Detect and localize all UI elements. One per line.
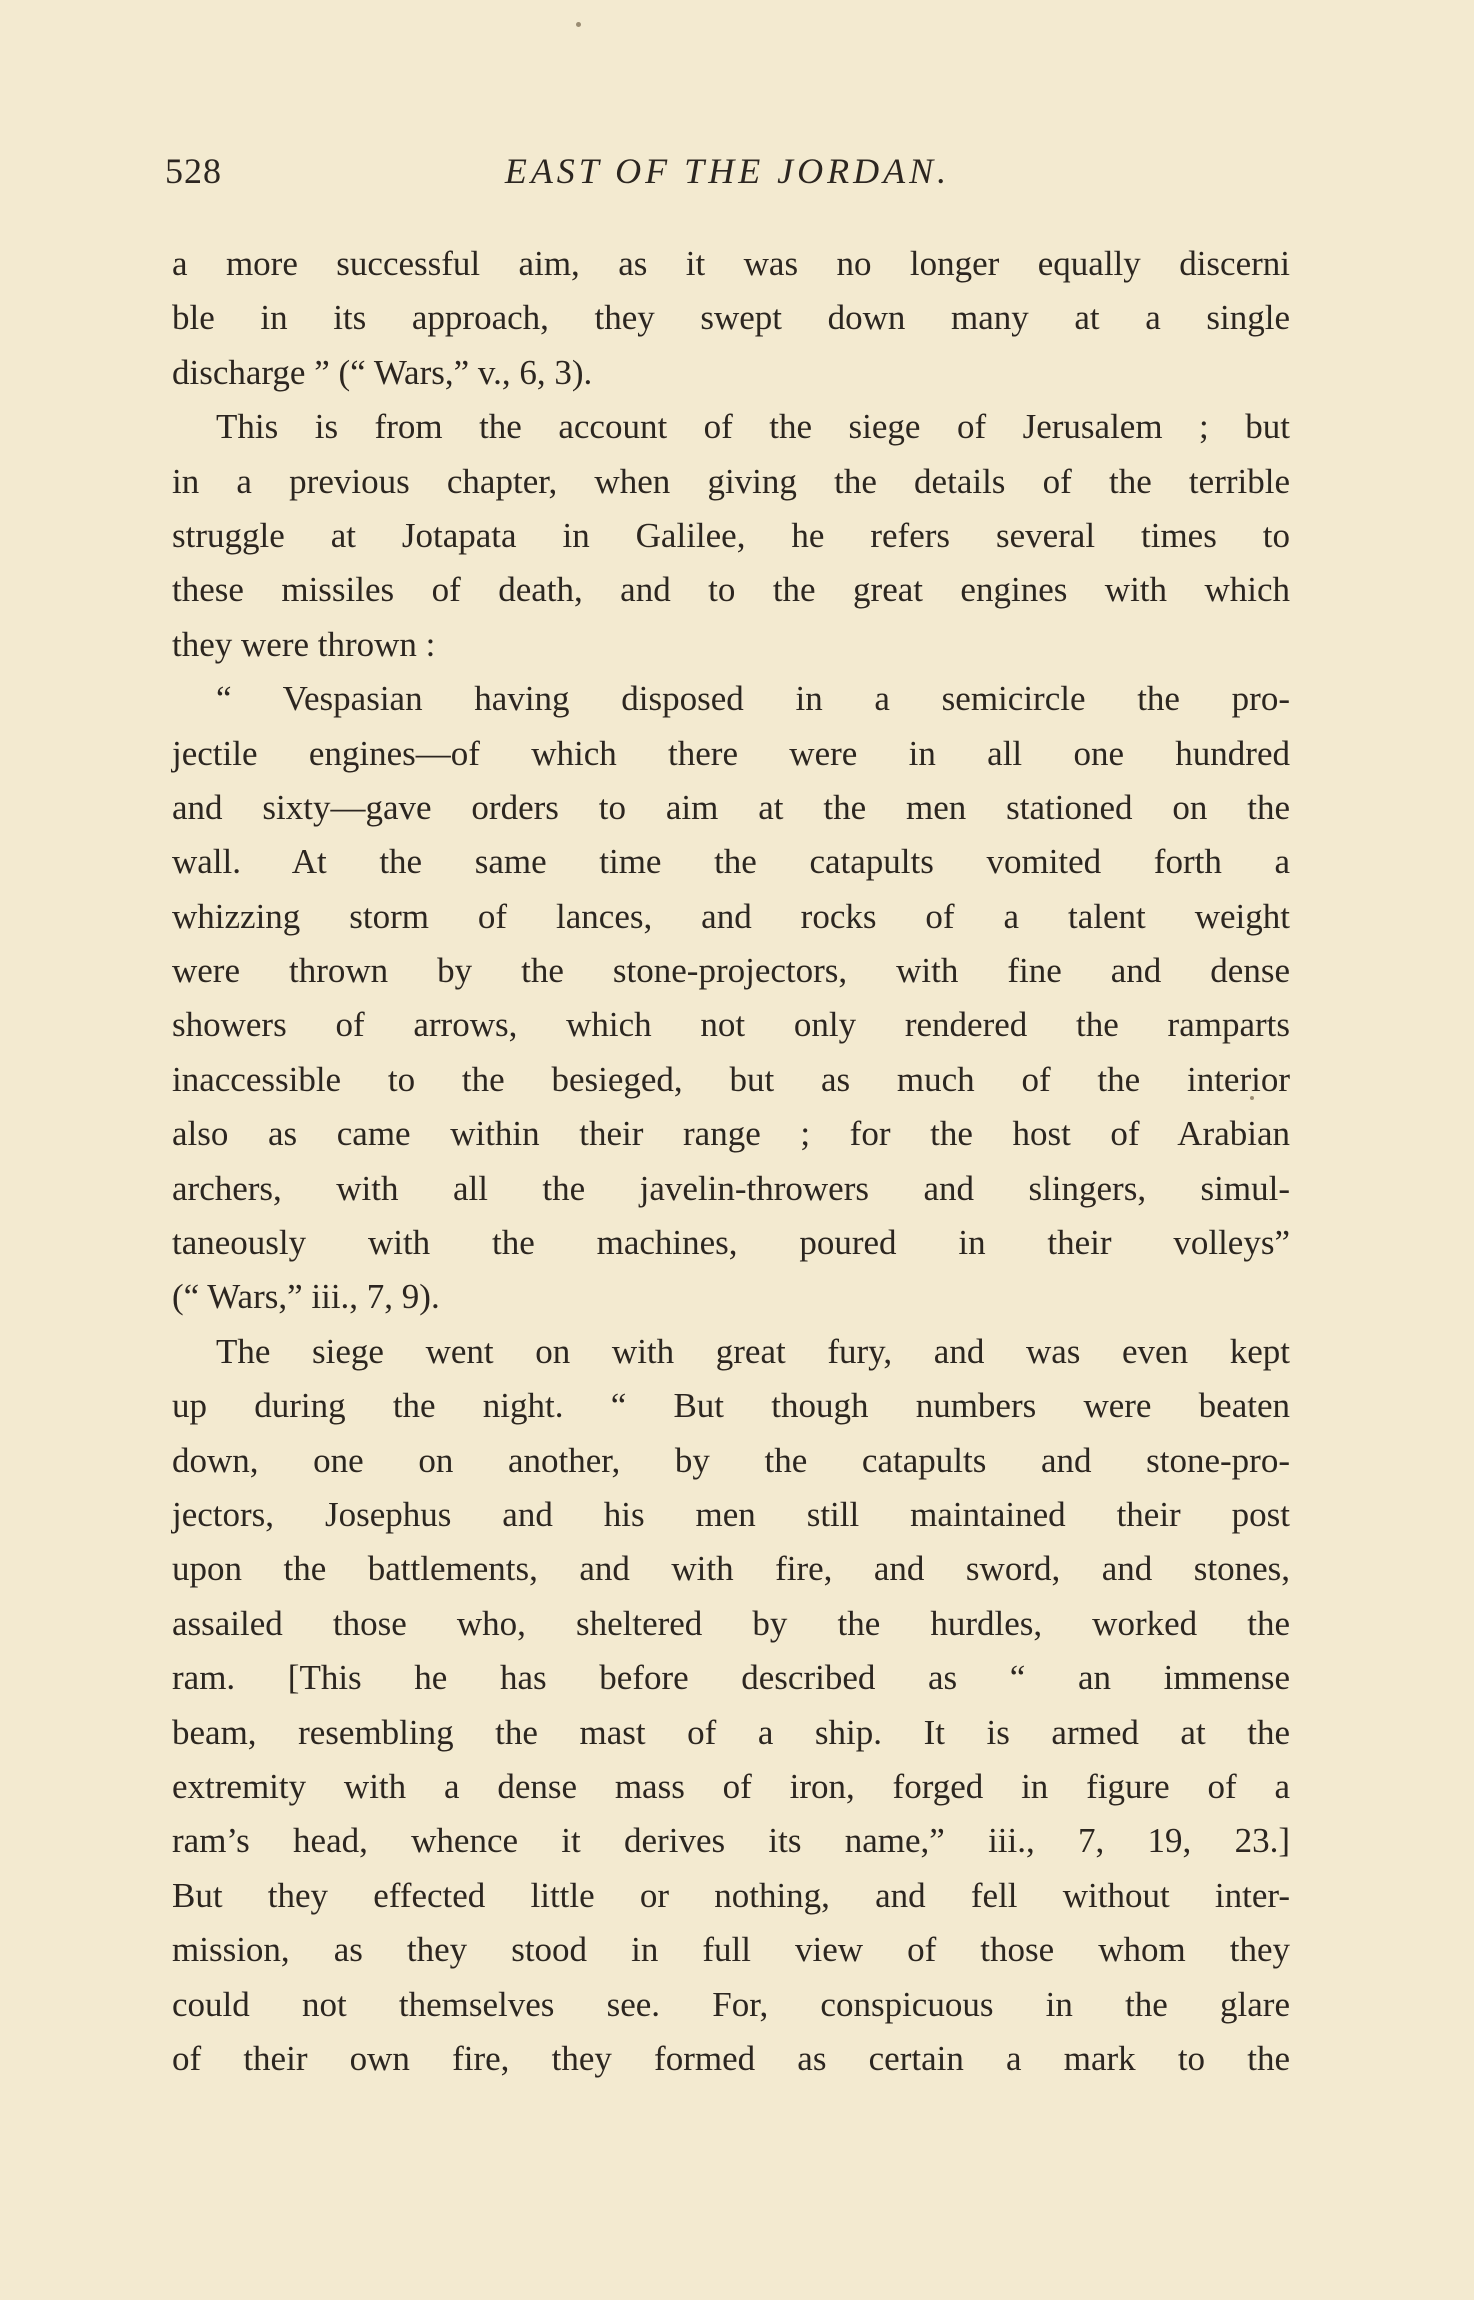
text-line: down, one on another, by the catapults and stone-pro- <box>172 1440 1290 1480</box>
text-line: assailed those who, sheltered by the hurdles, worked the <box>172 1603 1290 1643</box>
text-line: The siege went on with great fury, and was even kept <box>216 1331 1290 1371</box>
text-line: jectile engines—of which there were in all one hundred <box>172 733 1290 773</box>
body-text <box>172 237 1290 2086</box>
text-line: ram. [This he has before described as “ an immense <box>172 1658 1290 1698</box>
text-line: This is from the account of the siege of Jerusalem ; but <box>216 407 1290 447</box>
text-line: upon the battlements, and with fire, and sword, and stones, <box>172 1549 1290 1589</box>
text-line: extremity with a dense mass of iron, forged in figure of a <box>172 1766 1290 1806</box>
text-line: struggle at Jotapata in Galilee, he refers several times to <box>172 515 1290 555</box>
text-line: ram’s head, whence it derives its name,” iii., 7, 19, 23.] <box>172 1821 1290 1861</box>
text-line: jectors, Josephus and his men still maintained their post <box>172 1494 1290 1534</box>
text-line: and sixty—gave orders to aim at the men stationed on the <box>172 787 1290 827</box>
text-line: wall. At the same time the catapults vomited forth a <box>172 842 1290 882</box>
text-line: beam, resembling the mast of a ship. It is armed at the <box>172 1712 1290 1752</box>
text-line: whizzing storm of lances, and rocks of a talent weight <box>172 896 1290 936</box>
text-line: But they effected little or nothing, and fell without inter- <box>172 1875 1290 1915</box>
text-line: also as came within their range ; for the host of Arabian <box>172 1114 1290 1154</box>
text-line: could not themselves see. For, conspicuous in the glare <box>172 1984 1290 2024</box>
text-line: were thrown by the stone-projectors, with fine and dense <box>172 951 1290 991</box>
text-line: showers of arrows, which not only rendered the ramparts <box>172 1005 1290 1045</box>
text-line: (“ Wars,” iii., 7, 9). <box>172 1277 440 1317</box>
text-line: a more successful aim, as it was no longer equally discerni <box>172 244 1290 283</box>
running-title: EAST OF THE JORDAN. <box>504 151 951 191</box>
paper-speck <box>576 22 581 27</box>
page-number: 528 <box>165 151 222 191</box>
text-line: these missiles of death, and to the great engines with which <box>172 570 1290 610</box>
text-line: in a previous chapter, when giving the details of the terrible <box>172 461 1290 501</box>
text-line: archers, with all the javelin-throwers and slingers, simul- <box>172 1168 1290 1208</box>
running-head <box>165 150 1290 204</box>
text-line: up during the night. “ But though numbers were beaten <box>172 1386 1290 1426</box>
text-line: mission, as they stood in full view of those whom they <box>172 1930 1290 1970</box>
text-line: “ Vespasian having disposed in a semicircle the pro- <box>216 679 1290 719</box>
text-line: they were thrown : <box>172 624 436 664</box>
text-line: ble in its approach, they swept down many at a single <box>172 298 1290 338</box>
text-line: of their own fire, they formed as certain a mark to the <box>172 2038 1290 2078</box>
text-line: taneously with the machines, poured in their volleys” <box>172 1223 1290 1263</box>
text-line: discharge ” (“ Wars,” v., 6, 3). <box>172 352 593 392</box>
text-line: inaccessible to the besieged, but as much of the interior <box>172 1059 1290 1099</box>
